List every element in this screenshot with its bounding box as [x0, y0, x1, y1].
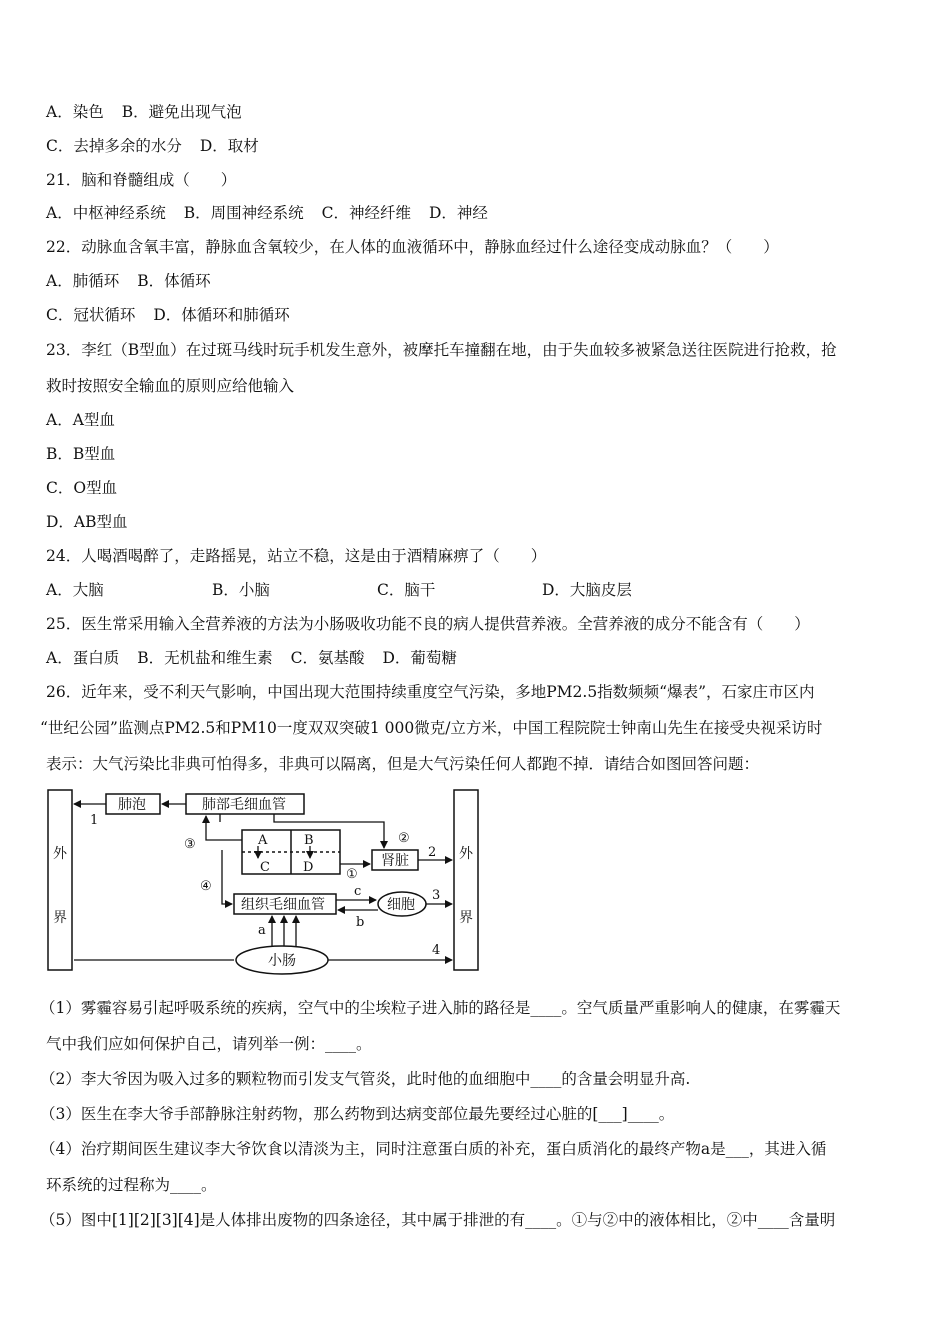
q23-stem-line2: 救时按照安全输血的原则应给他输入 [46, 377, 295, 395]
q24-option-a[interactable]: A．大脑 [46, 581, 104, 599]
outside-left-char1: 外 [53, 846, 67, 862]
q20-options-line2 [46, 136, 259, 156]
q22-option-d[interactable]: D．体循环和肺循环 [153, 306, 290, 324]
route-2: 2 [428, 845, 437, 860]
q22-options-line2 [46, 305, 290, 325]
q20-option-d[interactable]: D．取材 [199, 137, 259, 155]
q21-option-a[interactable]: A．中枢神经系统 [46, 204, 166, 222]
q26-sub1-line2: 气中我们应如何保护自己，请列举一例：____。 [46, 1035, 372, 1053]
q26-stem-line2: “世纪公园”监测点PM2.5和PM10一度双双突破1 000微克/立方米，中国工程院院士钟南山先生在接受央视采访时 [40, 719, 823, 737]
q20-option-a[interactable]: A．染色 [46, 103, 104, 121]
q21-option-d[interactable]: D．神经 [428, 204, 488, 222]
outside-right-char2: 界 [459, 910, 473, 926]
alveoli-label: 肺泡 [118, 797, 146, 813]
q20-option-c[interactable]: C．去掉多余的水分 [46, 137, 182, 155]
q25-option-b[interactable]: B．无机盐和维生素 [137, 649, 273, 667]
cell-label: 细胞 [387, 897, 415, 913]
q20-option-b[interactable]: B．避免出现气泡 [121, 103, 242, 121]
circled-2: ② [398, 831, 410, 846]
q26-sub4-line1: （4）治疗期间医生建议李大爷饮食以清淡为主，同时注意蛋白质的补充，蛋白质消化的最终产物a是___，其进入循 [40, 1140, 827, 1158]
q26-sub3: （3）医生在李大爷手部静脉注射药物，那么药物到达病变部位最先要经过心脏的[___]____。 [40, 1105, 675, 1123]
q22-option-c[interactable]: C．冠状循环 [46, 306, 136, 324]
chamber-d: D [303, 860, 314, 875]
circled-4: ④ [200, 879, 212, 894]
q20-options-line1 [46, 102, 242, 122]
q22-option-b[interactable]: B．体循环 [137, 272, 211, 290]
kidney-label: 肾脏 [381, 853, 409, 869]
q23-option-c[interactable]: C．O型血 [46, 479, 118, 497]
route-3: 3 [432, 888, 441, 903]
small-intestine-label: 小肠 [268, 953, 296, 969]
outside-right-box [454, 790, 478, 970]
outside-right-char1: 外 [459, 846, 473, 862]
q26-sub5: （5）图中[1][2][3][4]是人体排出废物的四条途径，其中属于排泄的有____。①与②中的液体相比，②中____含量明 [40, 1211, 836, 1229]
q22-options-line1 [46, 271, 211, 291]
q22-option-a[interactable]: A．肺循环 [46, 272, 120, 290]
q26-sub1-line1: （1）雾霾容易引起呼吸系统的疾病，空气中的尘埃粒子进入肺的路径是____。空气质量严重影响人的健康，在雾霾天 [40, 999, 841, 1017]
chamber-c: C [260, 860, 270, 875]
letter-b: b [356, 915, 365, 930]
q26-sub2: （2）李大爷因为吸入过多的颗粒物而引发支气管炎，此时他的血细胞中____的含量会明显升高. [40, 1070, 691, 1088]
circled-1: ① [346, 867, 358, 882]
chamber-b: B [304, 833, 314, 848]
q21-options [46, 203, 488, 223]
q22-stem: 22．动脉血含氧丰富，静脉血含氧较少，在人体的血液循环中，静脉血经过什么途径变成动脉血？（ ） [46, 238, 779, 256]
q24-stem: 24．人喝酒喝醉了，走路摇晃，站立不稳，这是由于酒精麻痹了（ ） [46, 547, 547, 565]
q24-option-d[interactable]: D．大脑皮层 [542, 581, 632, 599]
lung-capillary-label: 肺部毛细血管 [202, 797, 286, 813]
q26-sub4-line2: 环系统的过程称为____。 [46, 1176, 217, 1194]
q23-stem-line1: 23．李红（B型血）在过斑马线时玩手机发生意外，被摩托车撞翻在地，由于失血较多被紧急送往医院进行抢救，抢 [46, 341, 837, 359]
route-1: 1 [90, 813, 99, 828]
q25-option-d[interactable]: D．葡萄糖 [382, 649, 457, 667]
q23-option-b[interactable]: B．B型血 [46, 445, 116, 463]
letter-c: c [354, 884, 362, 899]
chamber-a: A [258, 833, 268, 848]
q23-option-d[interactable]: D．AB型血 [46, 513, 128, 531]
letter-a: a [258, 923, 266, 938]
q26-stem-line3: 表示：大气污染比非典可怕得多，非典可以隔离，但是大气污染任何人都跑不掉．请结合如图回答问题： [46, 755, 760, 773]
q21-option-b[interactable]: B．周围神经系统 [183, 204, 304, 222]
q25-option-a[interactable]: A．蛋白质 [46, 649, 120, 667]
q24-option-b[interactable]: B．小脑 [212, 581, 270, 599]
circled-3: ③ [184, 837, 196, 852]
q25-stem: 25．医生常采用输入全营养液的方法为小肠吸收功能不良的病人提供营养液。全营养液的成分不能含有（ ） [46, 615, 810, 633]
q24-option-c[interactable]: C．脑干 [377, 581, 436, 599]
q26-stem-line1: 26．近年来，受不利天气影响，中国出现大范围持续重度空气污染，多地PM2.5指数频频“爆表”，石家庄市区内 [46, 683, 815, 701]
outside-left-char2: 界 [53, 910, 67, 926]
circulation-diagram [44, 786, 484, 976]
outside-left-box [48, 790, 72, 970]
q25-option-c[interactable]: C．氨基酸 [290, 649, 365, 667]
q23-option-a[interactable]: A．A型血 [46, 411, 115, 429]
q21-option-c[interactable]: C．神经纤维 [321, 204, 411, 222]
q25-options [46, 648, 457, 668]
q21-stem: 21．脑和脊髓组成（ ） [46, 171, 237, 189]
tissue-capillary-label: 组织毛细血管 [241, 897, 325, 913]
route-4: 4 [432, 943, 441, 958]
